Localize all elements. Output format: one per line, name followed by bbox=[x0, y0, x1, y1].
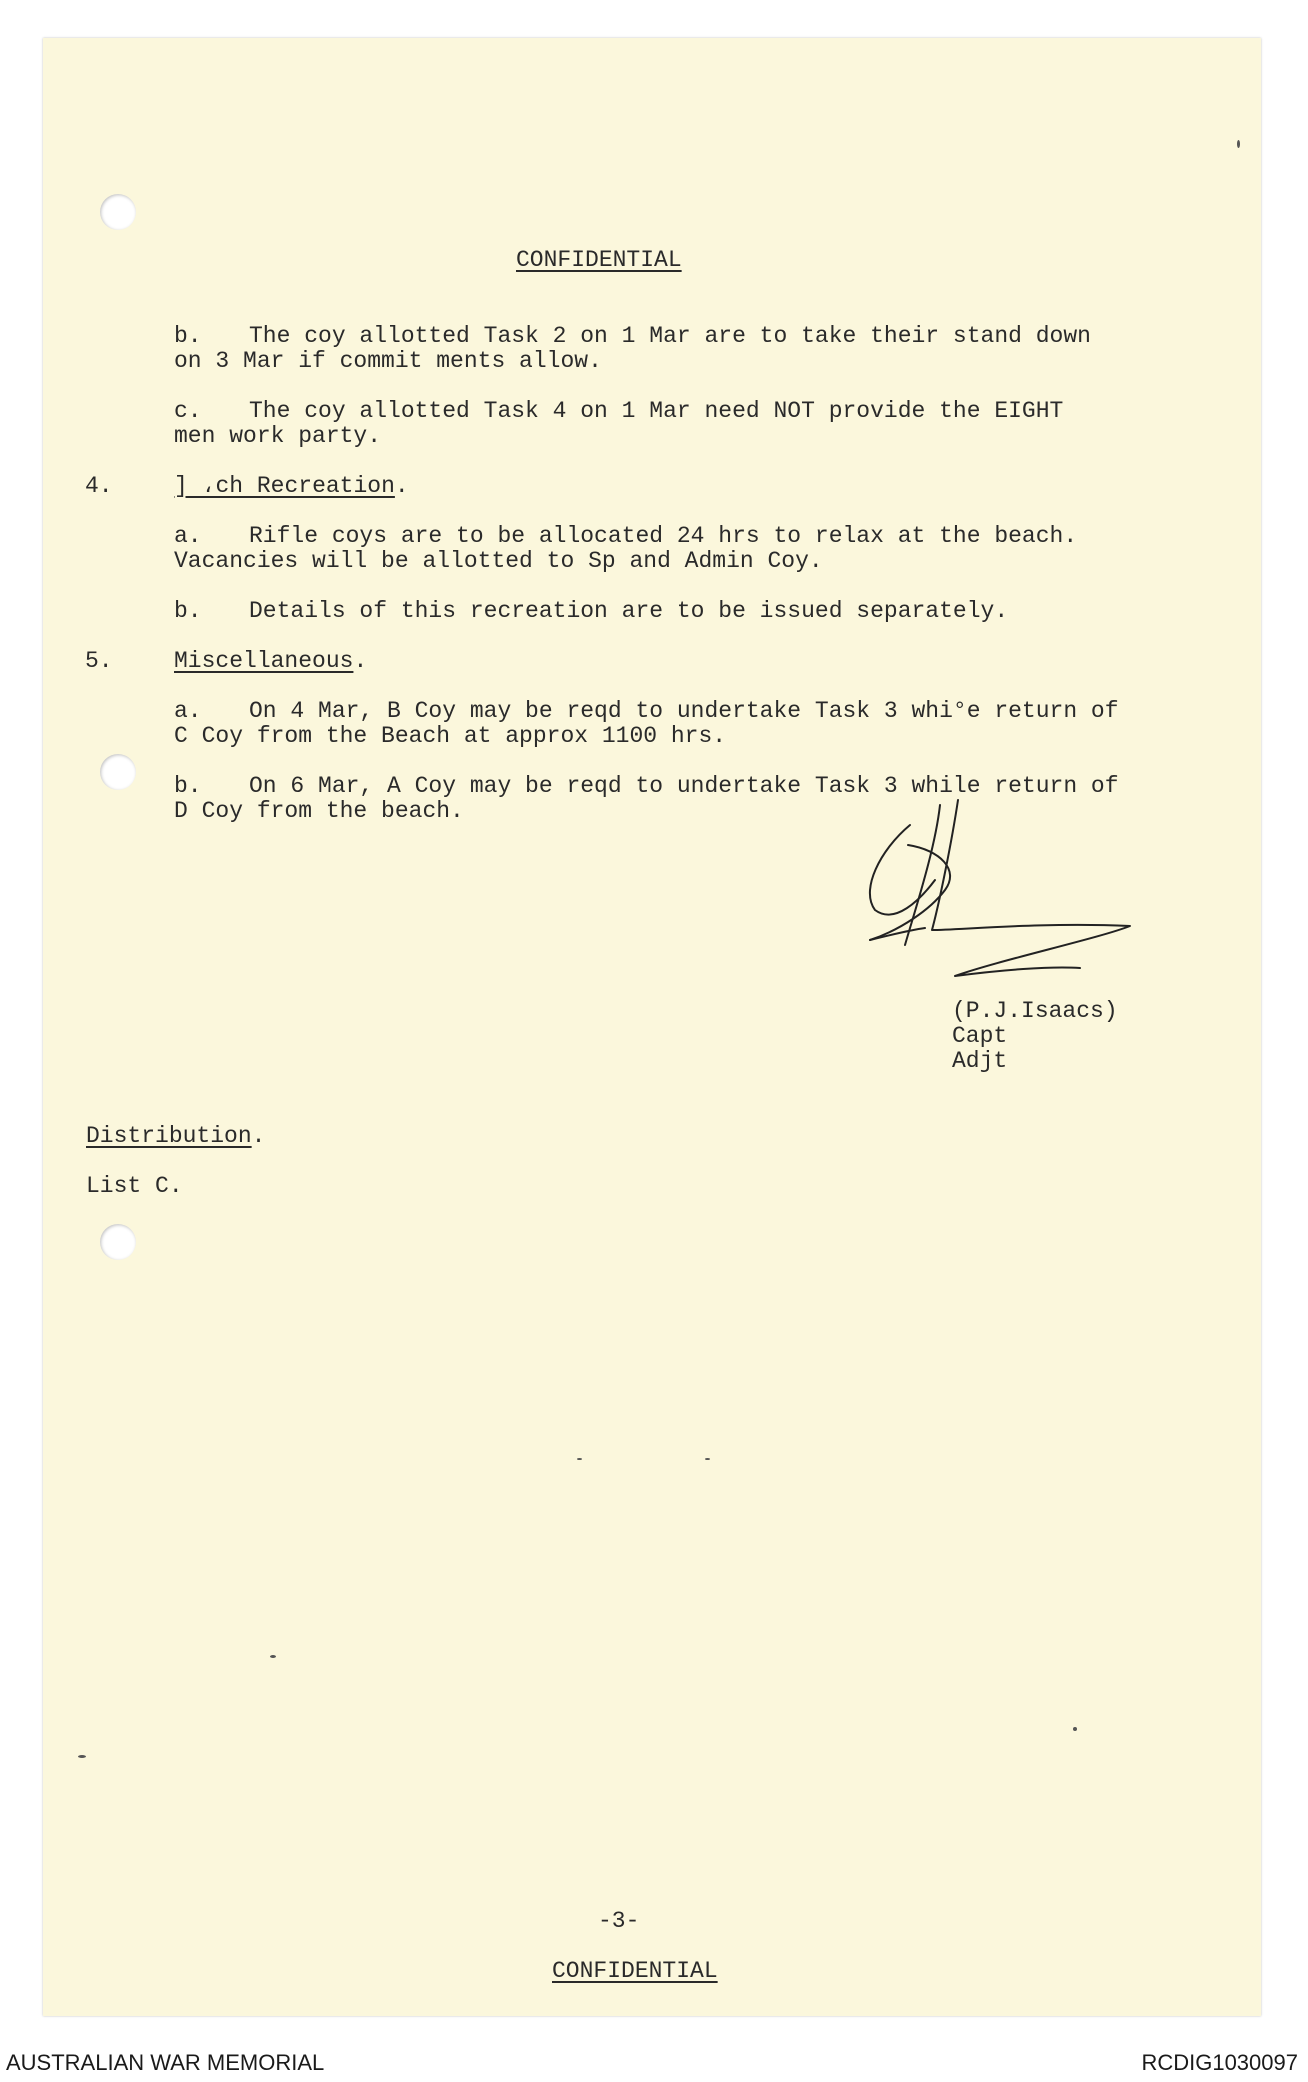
subpara-label: a. bbox=[174, 698, 202, 724]
text-line: The coy allotted Task 2 on 1 Mar are to take their stand down bbox=[249, 323, 1091, 349]
paragraph-number: 4. bbox=[85, 473, 113, 499]
section-heading-text: ] ،ch Recreation bbox=[174, 473, 395, 499]
text-line: C Coy from the Beach at approx 1100 hrs. bbox=[174, 723, 727, 749]
text-line: The coy allotted Task 4 on 1 Mar need NOT provide the EIGHT bbox=[249, 398, 1064, 424]
distribution-heading-text: Distribution bbox=[86, 1123, 252, 1149]
classification-footer: CONFIDENTIAL bbox=[552, 1958, 718, 1984]
text-line: men work party. bbox=[174, 423, 382, 449]
heading-period: . bbox=[394, 473, 409, 499]
paper-mark bbox=[1237, 140, 1240, 148]
punch-hole bbox=[100, 754, 136, 790]
paragraph-text bbox=[249, 599, 1069, 624]
subpara-label: b. bbox=[174, 773, 202, 799]
punch-hole bbox=[100, 194, 136, 230]
paper-mark bbox=[1073, 1727, 1077, 1731]
signatory-name: (P.J.Isaacs) bbox=[952, 998, 1118, 1024]
signatory-rank: Capt bbox=[952, 1023, 1008, 1049]
subpara-label: a. bbox=[174, 523, 202, 549]
section-heading bbox=[174, 474, 409, 499]
handwritten-signature bbox=[840, 790, 1150, 1010]
heading-period: . bbox=[353, 648, 368, 674]
archive-institution: AUSTRALIAN WAR MEMORIAL bbox=[6, 2050, 325, 2075]
distribution-heading bbox=[86, 1124, 265, 1149]
page-number: -3- bbox=[598, 1908, 640, 1934]
paper-mark bbox=[577, 1458, 582, 1460]
text-line: Vacancies will be allotted to Sp and Admin Coy. bbox=[174, 548, 823, 574]
text-line: on 3 Mar if commit ments allow. bbox=[174, 348, 602, 374]
text-line: Rifle coys are to be allocated 24 hrs to relax at the beach. bbox=[249, 523, 1078, 549]
text-line: D Coy from the beach. bbox=[174, 798, 464, 824]
classification-header: CONFIDENTIAL bbox=[516, 247, 682, 273]
subpara-label: c. bbox=[174, 398, 202, 424]
paper-mark bbox=[270, 1655, 276, 1658]
paper-mark bbox=[705, 1458, 710, 1460]
punch-hole bbox=[100, 1224, 136, 1260]
text-line: On 4 Mar, B Coy may be reqd to undertake Task 3 whi°e return of bbox=[249, 698, 1119, 724]
distribution-list: List C. bbox=[86, 1173, 183, 1199]
subpara-label: b. bbox=[174, 323, 202, 349]
paragraph-number: 5. bbox=[85, 648, 113, 674]
text-line: Details of this recreation are to be issued separately. bbox=[249, 598, 1009, 624]
section-heading-text: Miscellaneous bbox=[174, 648, 354, 674]
heading-period: . bbox=[251, 1123, 266, 1149]
paragraph-text bbox=[249, 399, 1129, 424]
signatory-appointment: Adjt bbox=[952, 1048, 1008, 1074]
paragraph-text bbox=[249, 324, 1157, 349]
paper-mark bbox=[78, 1755, 86, 1758]
archive-reference: RCDIG1030097 bbox=[1141, 2050, 1298, 2075]
paragraph-text bbox=[249, 699, 1191, 724]
text-line: On 6 Mar, A Coy may be reqd to undertake Task 3 while return of bbox=[249, 773, 1119, 799]
section-heading bbox=[174, 649, 367, 674]
paragraph-text bbox=[249, 524, 1141, 549]
subpara-label: b. bbox=[174, 598, 202, 624]
